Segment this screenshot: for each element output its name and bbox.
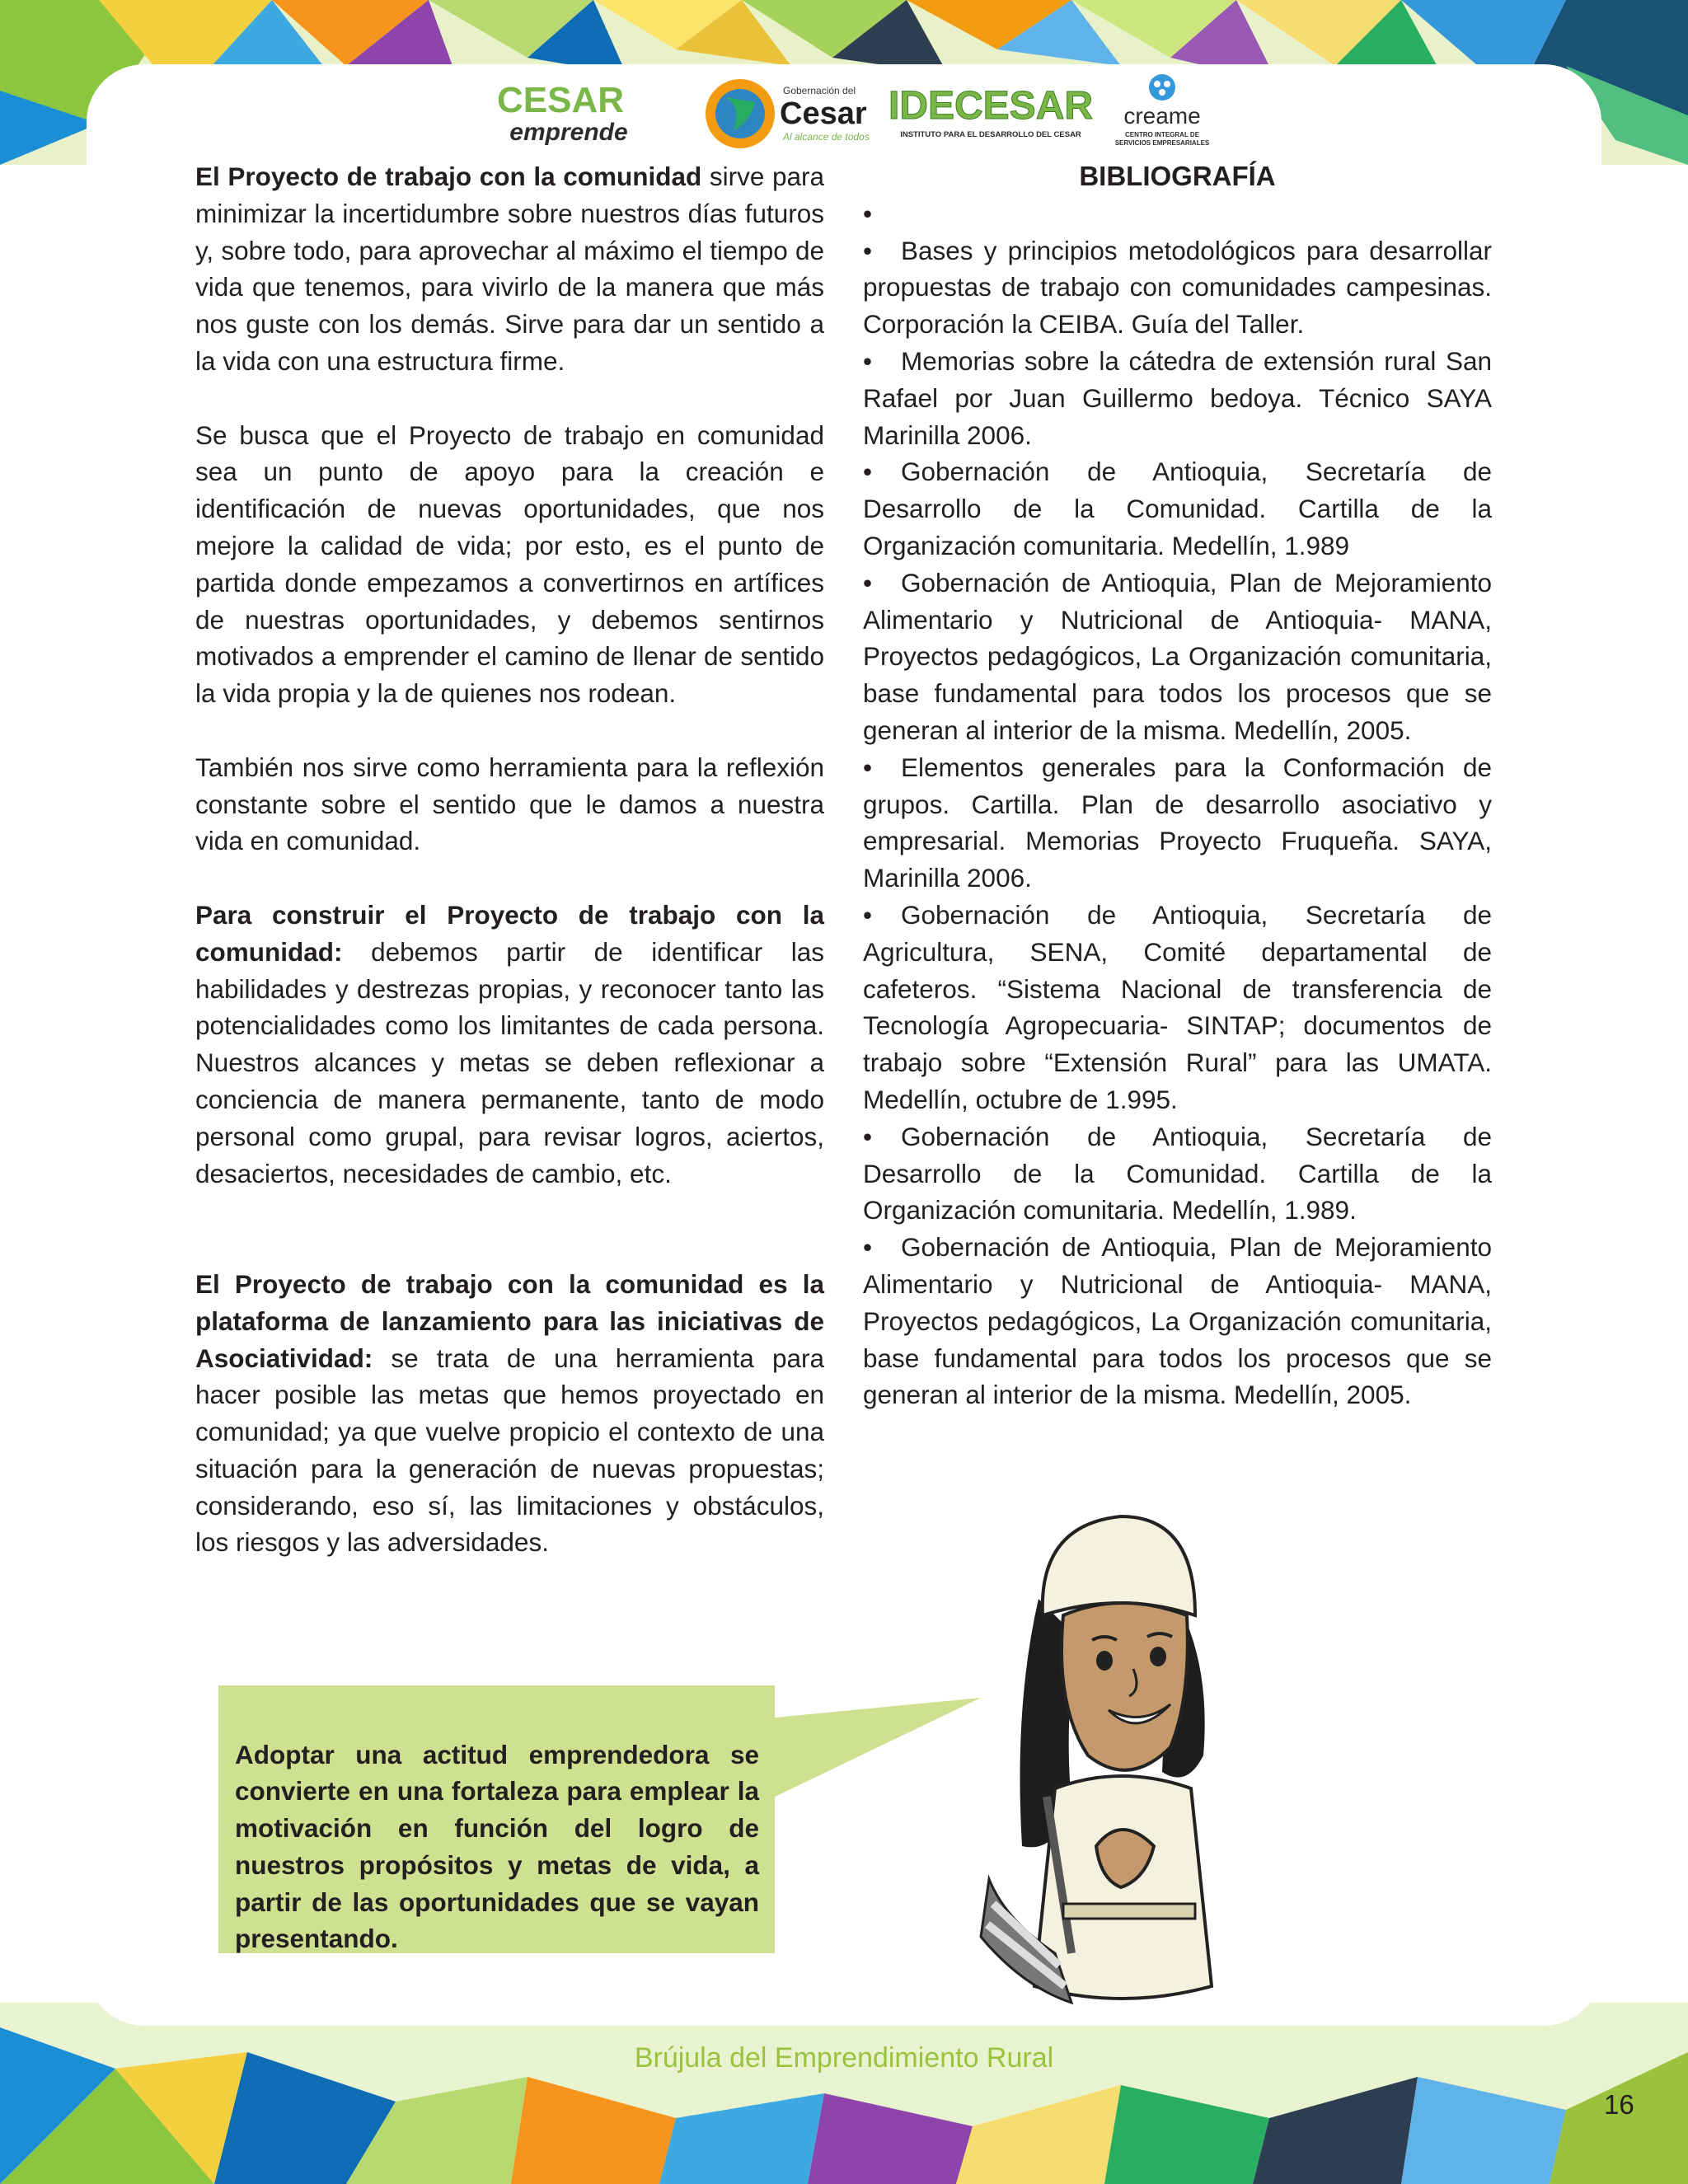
bibliography-item-text: Bases y principios metodológicos para desarrollar propuestas de trabajo con comunidades campesinas. Corporación la CEIBA. Guía del Taller. (863, 235, 1492, 340)
svg-text:Al alcance de todos: Al alcance de todos (783, 131, 870, 143)
bibliography-list (863, 232, 1492, 1414)
svg-text:SERVICIOS EMPRESARIALES: SERVICIOS EMPRESARIALES (1114, 139, 1210, 147)
bibliography-title: BIBLIOGRAFÍA (1079, 161, 1276, 191)
bullet-icon: • (863, 345, 873, 376)
paragraph-para-construir (195, 897, 824, 1192)
bibliography-item-text: Gobernación de Antioquia, Secretaría de Agricultura, SENA, Comité departamental de cafeteros. “Sistema Nacional de transferencia de Tecnología Agropecuaria- SINTAP; documentos de trabajo sobre “Extensión Rural” para las UMATA. Medellín, octubre de 1.995. (863, 899, 1492, 1114)
bibliography-item (863, 1118, 1492, 1229)
idecesar-logo (888, 73, 1094, 155)
bibliography-item (863, 1229, 1492, 1413)
left-column (195, 158, 824, 1561)
paragraph-lead-bold: El Proyecto de trabajo con la comunidad (195, 162, 702, 191)
paragraph-lead-bold: Para construir el Proyecto de trabajo con la comunidad: (195, 899, 824, 967)
paragraph-punto-de-apoyo: Se busca que el Proyecto de trabajo en comunidad sea un punto de apoyo para la creación e identificación de nuevas oportunidades, que nos mejore la calidad de vida; por esto, es el punto de partida donde empezamos a convertirnos en artífices de nuestras oportunidades, y debemos sentirnos motivados a emprender el camino de llenar de sentido la vida propia y la de quienes nos rodean. (195, 419, 824, 709)
svg-text:emprende: emprende (509, 119, 628, 146)
bibliography-item-text: Gobernación de Antioquia, Secretaría de Desarrollo de la Comunidad. Cartilla de la Organización comunitaria. Medellín, 1.989 (863, 457, 1492, 560)
footer-title: Brújula del Emprendimiento Rural (634, 2042, 1054, 2074)
paragraph-herramienta-reflexion: También nos sirve como herramienta para la reflexión constante sobre el sentido que le damos a nuestra vida en comunidad. (195, 752, 824, 856)
decorative-bottom-border (0, 2003, 1688, 2184)
svg-text:CESAR: CESAR (496, 80, 625, 120)
bullet-icon: • (863, 899, 873, 930)
paragraph-body: sirve para minimizar la incertidumbre sobre nuestros días futuros y, sobre todo, para aprovechar al máximo el tiempo de vida que tenemos, para vivirlo de la manera que más nos guste con los demás. Sirve para dar un sentido a la vida con una estructura firme. (195, 162, 824, 376)
bullet-icon: • (863, 235, 873, 265)
cesar-emprende-logo (470, 73, 651, 155)
gobernacion-cesar-logo (701, 73, 870, 155)
bullet-icon: • (863, 1232, 873, 1263)
indigenous-character-illustration (964, 1492, 1278, 2019)
bibliography-item (863, 232, 1492, 343)
svg-text:Gobernación del: Gobernación del (783, 85, 856, 96)
bibliography-item (863, 897, 1492, 1118)
bibliography-item (863, 749, 1492, 897)
header-logos (470, 73, 1228, 155)
svg-text:IDECESAR: IDECESAR (888, 84, 1094, 128)
svg-text:creame: creame (1123, 103, 1201, 129)
bibliography-item-text: Elementos generales para la Conformación de grupos. Cartilla. Plan de desarrollo asociativo y empresarial. Memorias Proyecto Fruqueña. SAYA, Marinilla 2006. (863, 752, 1492, 893)
svg-text:Cesar: Cesar (780, 96, 867, 131)
callout-text: Adoptar una actitud emprendedora se convierte en una fortaleza para emplear la motivación en función del logro de nuestros propósitos y metas de vida, a partir de las oportunidades que se vayan presentando. (235, 1739, 759, 1954)
bullet-icon: • (863, 1121, 873, 1151)
creame-logo (1113, 73, 1236, 155)
bullet-icon: • (863, 457, 873, 487)
bibliography-item (863, 343, 1492, 453)
paragraph-plataforma-lanzamiento (195, 1266, 824, 1561)
paragraph-proyecto-sirve (195, 158, 824, 380)
bibliography-section (863, 158, 1492, 1413)
paragraph-body: se trata de una herramienta para hacer posible las metas que hemos proyectado en comunidad; ya que vuelve propicio el contexto de una situación para la generación de nuevas propuestas; considerando, eso sí, las limitaciones y obstáculos, los riesgos y las adversidades. (195, 1343, 824, 1558)
paragraph-body: debemos partir de identificar las habilidades y destrezas propias, y reconocer tanto las potencialidades como los limitantes de cada persona. Nuestros alcances y metas se deben reflexionar a conciencia de manera permanente, tanto de modo personal como grupal, para revisar logros, aciertos, desaciertos, necesidades de cambio, etc. (195, 936, 824, 1188)
svg-text:CENTRO INTEGRAL DE: CENTRO INTEGRAL DE (1124, 131, 1200, 138)
speech-bubble-tail (767, 1698, 997, 1813)
bibliography-item-text: Gobernación de Antioquia, Plan de Mejoramiento Alimentario y Nutricional de Antioquia- MANA, Proyectos pedagógicos, La Organización comunitaria, base fundamental para todos los procesos que se generan al interior de la misma. Medellín, 2005. (863, 567, 1492, 745)
bullet-icon: • (863, 567, 873, 598)
svg-text:INSTITUTO PARA EL DESARROLLO D: INSTITUTO PARA EL DESARROLLO DEL CESAR (900, 130, 1081, 139)
bibliography-item-text: Memorias sobre la cátedra de extensión rural San Rafael por Juan Guillermo bedoya. Técnico SAYA Marinilla 2006. (863, 345, 1492, 450)
bibliography-item (863, 453, 1492, 564)
paragraph-lead-bold: El Proyecto de trabajo con la comunidad es la plataforma de lanzamiento para las iniciativas de Asociatividad: (195, 1268, 824, 1373)
bibliography-item (863, 565, 1492, 749)
bibliography-item-text: Gobernación de Antioquia, Secretaría de Desarrollo de la Comunidad. Cartilla de la Organización comunitaria. Medellín, 1.989. (863, 1121, 1492, 1226)
page-number: 16 (1604, 2089, 1634, 2120)
bullet-icon: • (863, 752, 873, 782)
empty-bullet: • (863, 198, 873, 228)
bibliography-item-text: Gobernación de Antioquia, Plan de Mejoramiento Alimentario y Nutricional de Antioquia- MANA, Proyectos pedagógicos, La Organización comunitaria, base fundamental para todos los procesos que se generan al interior de la misma. Medellín, 2005. (863, 1232, 1492, 1410)
